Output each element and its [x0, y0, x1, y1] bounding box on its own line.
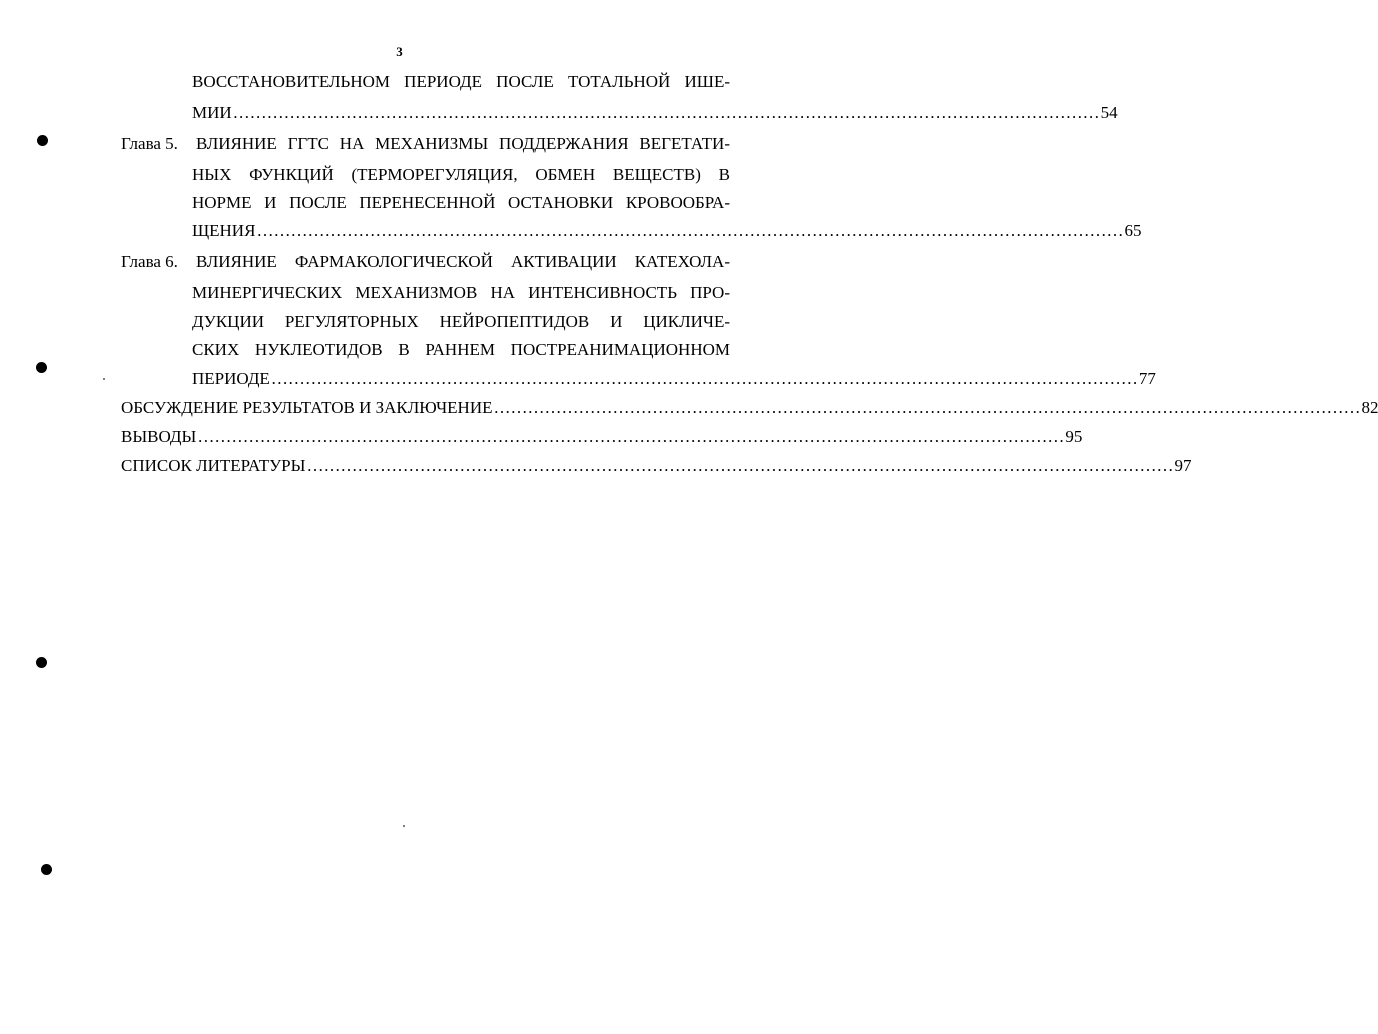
dot-leader: ………………………………………………………………………………………………………………………………………	[197, 427, 1065, 446]
toc-line: МИНЕРГИЧЕСКИХ МЕХАНИЗМОВ НА ИНТЕНСИВНОСТЬ ПРО-	[192, 283, 730, 302]
scan-speck	[103, 378, 105, 380]
toc-line-last[interactable]	[192, 221, 1142, 241]
toc-line-last[interactable]	[121, 427, 1083, 447]
toc-line: ВЛИЯНИЕ ФАРМАКОЛОГИЧЕСКОЙ АКТИВАЦИИ КАТЕХОЛА-	[196, 252, 730, 271]
punch-hole	[36, 657, 47, 668]
punch-hole	[36, 362, 47, 373]
toc-line: НЫХ ФУНКЦИЙ (ТЕРМОРЕГУЛЯЦИЯ, ОБМЕН ВЕЩЕСТВ) В	[192, 165, 730, 184]
dot-leader: ………………………………………………………………………………………………………………………………………	[493, 398, 1361, 417]
toc-entry-title: ОБСУЖДЕНИЕ РЕЗУЛЬТАТОВ И ЗАКЛЮЧЕНИЕ	[121, 398, 493, 417]
toc-page-number: 54	[1100, 103, 1118, 122]
chapter-label: Глава 6.	[121, 252, 178, 271]
toc-entry-title: СПИСОК ЛИТЕРАТУРЫ	[121, 456, 306, 475]
toc-entry-title: ПЕРИОДЕ	[192, 369, 270, 388]
toc-entry-title: МИИ	[192, 103, 232, 122]
scan-speck	[403, 825, 405, 827]
toc-line-last[interactable]	[192, 369, 1156, 389]
toc-page-number: 65	[1124, 221, 1142, 240]
toc-line: НОРМЕ И ПОСЛЕ ПЕРЕНЕСЕННОЙ ОСТАНОВКИ КРОВООБРА-	[192, 193, 730, 212]
dot-leader: ………………………………………………………………………………………………………………………………………	[270, 369, 1138, 388]
toc-entry-title: ВЫВОДЫ	[121, 427, 197, 446]
chapter-label: Глава 5.	[121, 134, 178, 153]
toc-page-number: 77	[1138, 369, 1156, 388]
toc-page-number: 97	[1174, 456, 1192, 475]
dot-leader: ………………………………………………………………………………………………………………………………………	[232, 103, 1100, 122]
toc-page-number: 95	[1065, 427, 1083, 446]
dot-leader: ………………………………………………………………………………………………………………………………………	[256, 221, 1124, 240]
punch-hole	[37, 135, 48, 146]
toc-line: ДУКЦИИ РЕГУЛЯТОРНЫХ НЕЙРОПЕПТИДОВ И ЦИКЛИЧЕ-	[192, 312, 730, 331]
punch-hole	[41, 864, 52, 875]
dot-leader: ………………………………………………………………………………………………………………………………………	[306, 456, 1174, 475]
toc-page-number: 82	[1361, 398, 1378, 417]
toc-entry-title: ЩЕНИЯ	[192, 221, 256, 240]
toc-line: ВОССТАНОВИТЕЛЬНОМ ПЕРИОДЕ ПОСЛЕ ТОТАЛЬНОЙ ИШЕ-	[192, 72, 730, 91]
toc-line: ВЛИЯНИЕ ГГТС НА МЕХАНИЗМЫ ПОДДЕРЖАНИЯ ВЕГЕТАТИ-	[196, 134, 730, 153]
toc-line: СКИХ НУКЛЕОТИДОВ В РАННЕМ ПОСТРЕАНИМАЦИОННОМ	[192, 340, 730, 359]
toc-line-last[interactable]	[121, 398, 1378, 418]
toc-line-last[interactable]	[192, 103, 1118, 123]
toc-line-last[interactable]	[121, 456, 1192, 476]
page-number: 3	[396, 44, 403, 59]
